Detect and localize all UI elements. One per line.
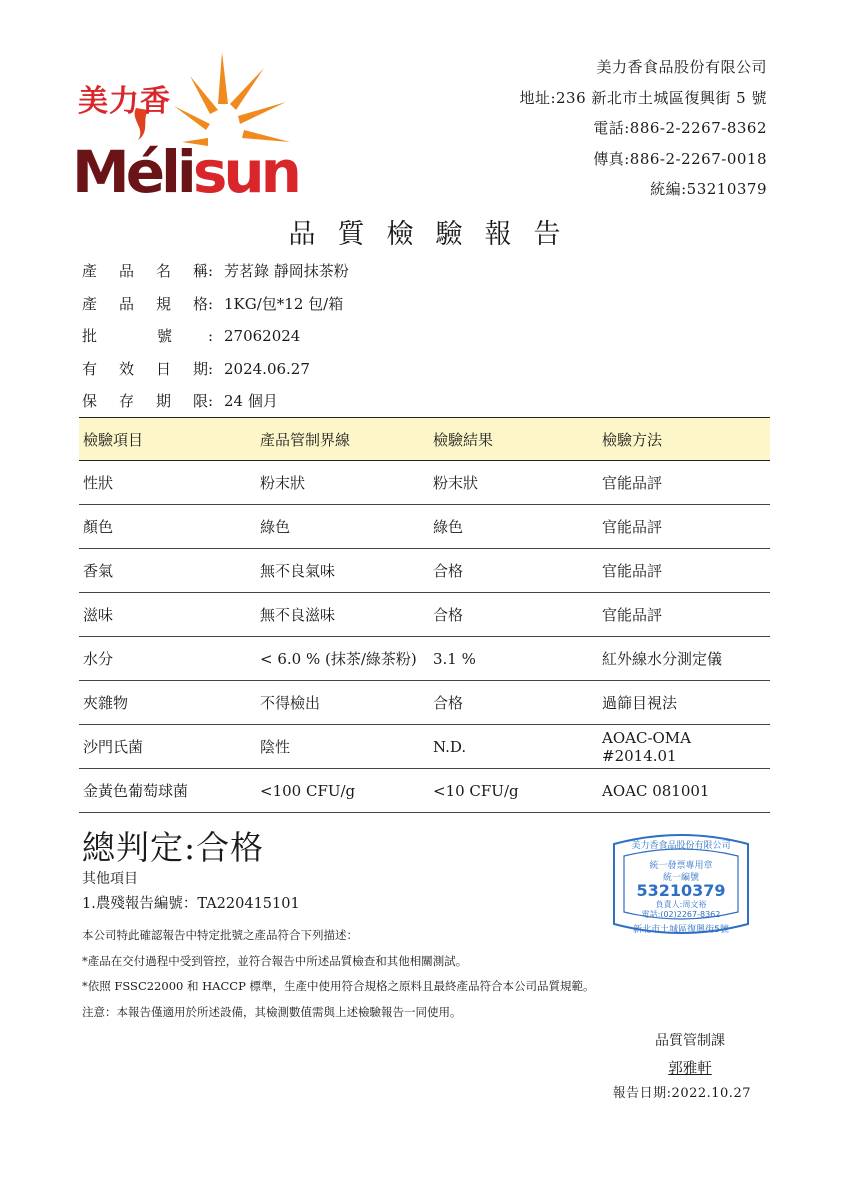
stamp-line: 統一發票專用章 [649,861,713,871]
colon: : [208,327,214,346]
cell-item: 金黃色葡萄球菌 [79,769,256,813]
label-char: 日 [155,359,171,378]
logo-text-part2: sun [192,138,298,206]
table-row [79,769,770,813]
signature-block [655,1030,725,1078]
cell-method: AOAC-OMA #2014.01 [598,725,770,769]
info-value: 1KG/包*12 包/箱 [224,294,344,313]
company-phone: 電話:886-2-2267-8362 [593,119,767,137]
logo-chinese-name: 美力香 [78,84,171,119]
cell-item: 顏色 [79,505,256,549]
company-seal-stamp [608,830,754,938]
inspection-table [79,417,770,813]
cell-result: 粉末狀 [429,461,598,505]
label-char: 規 [155,294,171,313]
table-row [79,593,770,637]
header-item: 檢驗項目 [79,418,256,461]
label-char: 名 [155,262,171,280]
label-char: 保 [82,392,98,411]
cell-method: 官能品評 [598,505,770,549]
info-row [82,291,582,324]
label-char: 期 [155,392,171,411]
label-char: 效 [118,359,134,378]
info-label [82,258,208,291]
colon: : [208,392,214,411]
cell-limit: 無不良滋味 [256,593,429,637]
cell-result: 3.1 % [429,637,598,681]
cell-result: 綠色 [429,505,598,549]
label-char: 批 [82,327,98,346]
report-date: 報告日期:2022.10.27 [612,1086,751,1101]
cell-method: AOAC 081001 [598,769,770,813]
info-value: 27062024 [224,327,301,346]
pesticide-report-number: 1.農殘報告編號：TA220415101 [82,896,300,912]
table-row [79,549,770,593]
label-char: 品 [118,294,134,313]
department: 品質管制課 [655,1033,725,1049]
info-label [82,323,172,356]
notes [82,925,594,1027]
stamp-line: 電話:(02)2267-8362 [641,910,721,919]
overall-verdict: 總判定:合格 [82,828,265,867]
table-row [79,461,770,505]
colon: : [208,262,214,280]
label-char: 限 [192,392,208,411]
header-result: 檢驗結果 [429,418,598,461]
cell-method: 過篩目視法 [598,681,770,725]
label-char: 品 [118,262,134,280]
logo-english-name [72,138,298,206]
cell-item: 香氣 [79,549,256,593]
table-row [79,637,770,681]
table-row [79,681,770,725]
stamp-line: 統一編號 [662,873,700,883]
note-line: *產品在交付過程中受到管控，並符合報告中所述品質檢查和其他相關測試。 [82,953,468,968]
signer-name: 郭雅軒 [668,1061,712,1077]
label-char: 稱 [192,262,208,280]
stamp-number: 53210379 [636,881,726,900]
cell-result: <10 CFU/g [429,769,598,813]
info-row [82,258,582,291]
cell-method: 官能品評 [598,549,770,593]
colon: : [208,294,214,313]
label-char: 格 [192,294,208,313]
note-line: 注意：本報告僅適用於所述設備，其檢測數值需與上述檢驗報告一同使用。 [82,1004,462,1019]
company-tax-id: 統編:53210379 [650,180,767,198]
cell-result: N.D. [429,725,598,769]
company-info [519,56,767,209]
cell-item: 滋味 [79,593,256,637]
cell-limit: 綠色 [256,505,429,549]
cell-limit: 不得檢出 [256,681,429,725]
cell-method: 官能品評 [598,593,770,637]
other-items-title: 其他項目 [82,871,138,887]
info-label [82,356,208,389]
product-info [82,258,582,421]
label-char: 期 [192,359,208,378]
stamp-address: 新北市土城區復興街5號 [633,925,729,935]
cell-limit: < 6.0 % (抹茶/綠茶粉) [256,637,429,681]
cell-limit: 粉末狀 [256,461,429,505]
company-fax: 傳真:886-2-2267-0018 [593,149,767,168]
header-method: 檢驗方法 [598,418,770,461]
info-value: 24 個月 [224,392,278,411]
label-char: 有 [82,359,98,378]
note-line: 本公司特此確認報告中特定批號之產品符合下列描述： [82,928,358,942]
company-address: 地址:236 新北市土城區復興街 5 號 [519,88,767,107]
cell-limit: <100 CFU/g [256,769,429,813]
stamp-company-name: 美力香食品股份有限公司 [631,841,731,851]
header-limit: 產品管制界線 [256,418,429,461]
cell-item: 性狀 [79,461,256,505]
cell-limit: 無不良氣味 [256,549,429,593]
cell-method: 紅外線水分測定儀 [598,637,770,681]
table-row [79,505,770,549]
info-row [82,323,582,356]
table-row [79,725,770,769]
colon: : [208,359,214,378]
cell-item: 水分 [79,637,256,681]
label-char: 產 [82,294,98,313]
label-char: 號 [156,327,172,346]
info-row [82,356,582,389]
company-logo [72,46,298,206]
other-items [82,868,300,916]
label-char: 產 [82,262,98,280]
cell-method: 官能品評 [598,461,770,505]
stamp-line: 負責人:周文裕 [655,900,707,909]
report-title: 品質檢驗報告 [288,219,583,250]
label-char: 存 [118,392,134,411]
cell-limit: 陰性 [256,725,429,769]
table-header-row [79,418,770,461]
company-name: 美力香食品股份有限公司 [596,58,767,76]
logo-text-part1: Méli [72,138,193,206]
info-value: 2024.06.27 [224,359,310,378]
cell-result: 合格 [429,593,598,637]
cell-result: 合格 [429,681,598,725]
info-value: 芳茗錄 靜岡抹茶粉 [224,262,349,280]
note-line: *依照 FSSC22000 和 HACCP 標準，生產中使用符合規格之原料且最終產品符合本公司品質規範。 [82,979,595,993]
cell-result: 合格 [429,549,598,593]
info-label [82,291,208,324]
cell-item: 沙門氏菌 [79,725,256,769]
cell-item: 夾雜物 [79,681,256,725]
